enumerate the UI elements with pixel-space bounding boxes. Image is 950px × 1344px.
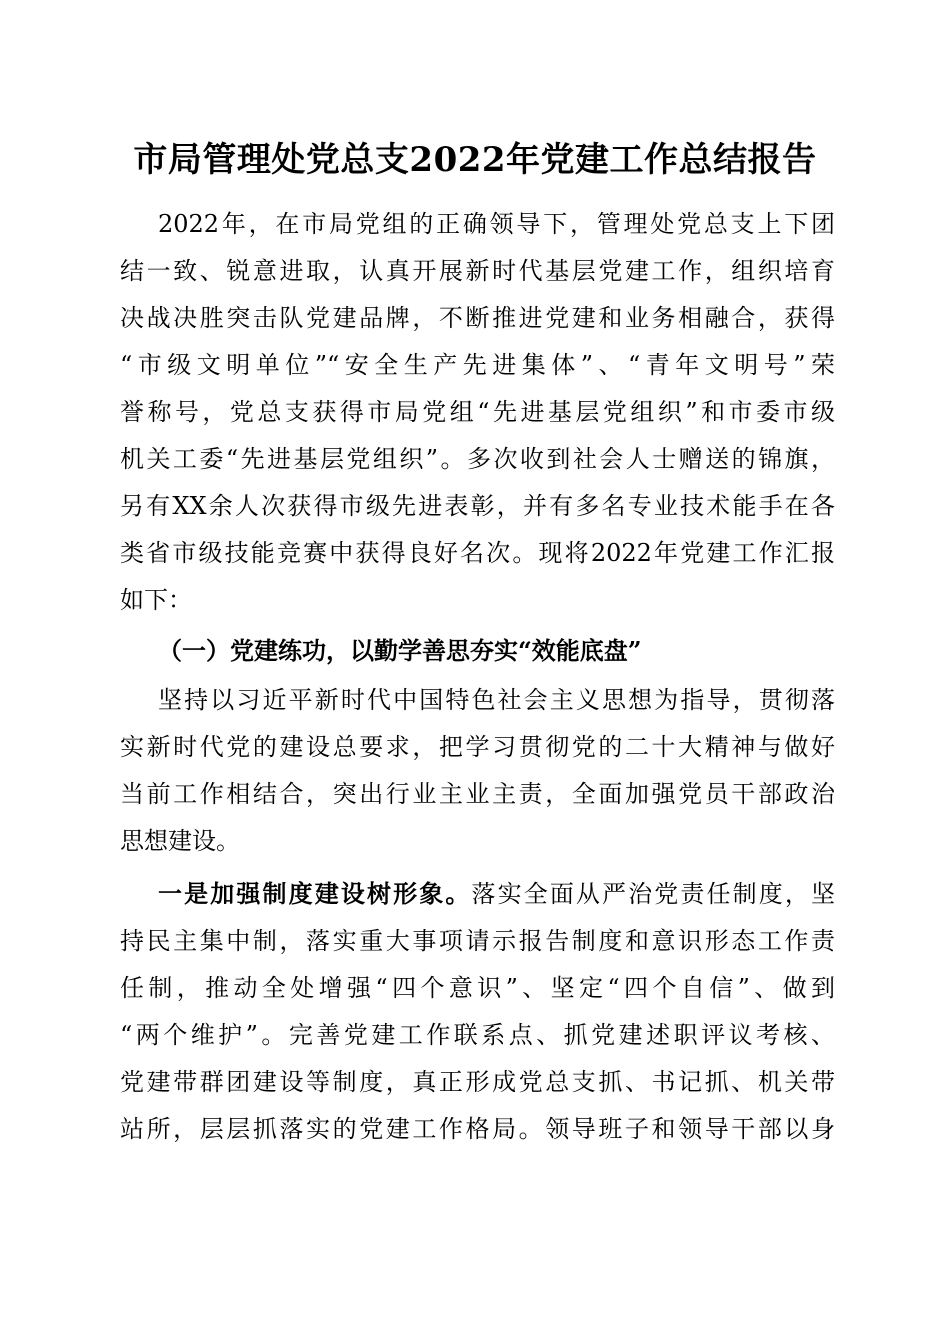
para2-line-1: 坚持以习近平新时代中国特色社会主义思想为指导，贯彻落 (158, 686, 835, 714)
para3-lead: 一是加强制度建设树形象。 (158, 879, 472, 908)
para1-line-8: 类省市级技能竞赛中获得良好名次。现将2022年党建工作汇报 (120, 539, 835, 567)
para1-line-9: 如下： (120, 586, 192, 614)
para2-line-2: 实新时代党的建设总要求，把学习贯彻党的二十大精神与做好 (120, 733, 835, 761)
para1-line-2: 结一致、锐意进取，认真开展新时代基层党建工作，组织培育 (120, 257, 835, 285)
para3-line-1 (158, 870, 835, 918)
para3-line-5: 党建带群团建设等制度，真正形成党总支抓、书记抓、机关带 (120, 1068, 835, 1096)
para1-line-6: 机关工委“先进基层党组织”。多次收到社会人士赠送的锦旗， (120, 445, 835, 473)
document-title: 市局管理处党总支2022年党建工作总结报告 (133, 140, 817, 180)
para3-line-3: 任制，推动全处增强“四个意识”、坚定“四个自信”、做到 (120, 974, 835, 1002)
para1-line-7: 另有XX余人次获得市级先进表彰，并有多名专业技术能手在各 (120, 492, 835, 520)
para1-line-1: 2022年，在市局党组的正确领导下，管理处党总支上下团 (158, 210, 835, 238)
para3-line-4: “两个维护”。完善党建工作联系点、抓党建述职评议考核、 (120, 1021, 835, 1049)
para3-line-6: 站所，层层抓落实的党建工作格局。领导班子和领导干部以身 (120, 1115, 835, 1143)
para2-line-3: 当前工作相结合，突出行业主业主责，全面加强党员干部政治 (120, 780, 835, 808)
para3-line-2: 持民主集中制，落实重大事项请示报告制度和意识形态工作责 (120, 927, 835, 955)
para1-line-3: 决战决胜突击队党建品牌，不断推进党建和业务相融合，获得 (120, 304, 835, 332)
section-heading: （一）党建练功，以勤学善思夯实“效能底盘” (158, 636, 642, 665)
para3-first-rest: 落实全面从严治党责任制度，坚 (471, 880, 835, 908)
para1-line-4: “市级文明单位”“安全生产先进集体”、“青年文明号”荣 (120, 351, 835, 379)
para2-line-4: 思想建设。 (120, 827, 240, 855)
para1-line-5: 誉称号，党总支获得市局党组“先进基层党组织”和市委市级 (120, 398, 835, 426)
